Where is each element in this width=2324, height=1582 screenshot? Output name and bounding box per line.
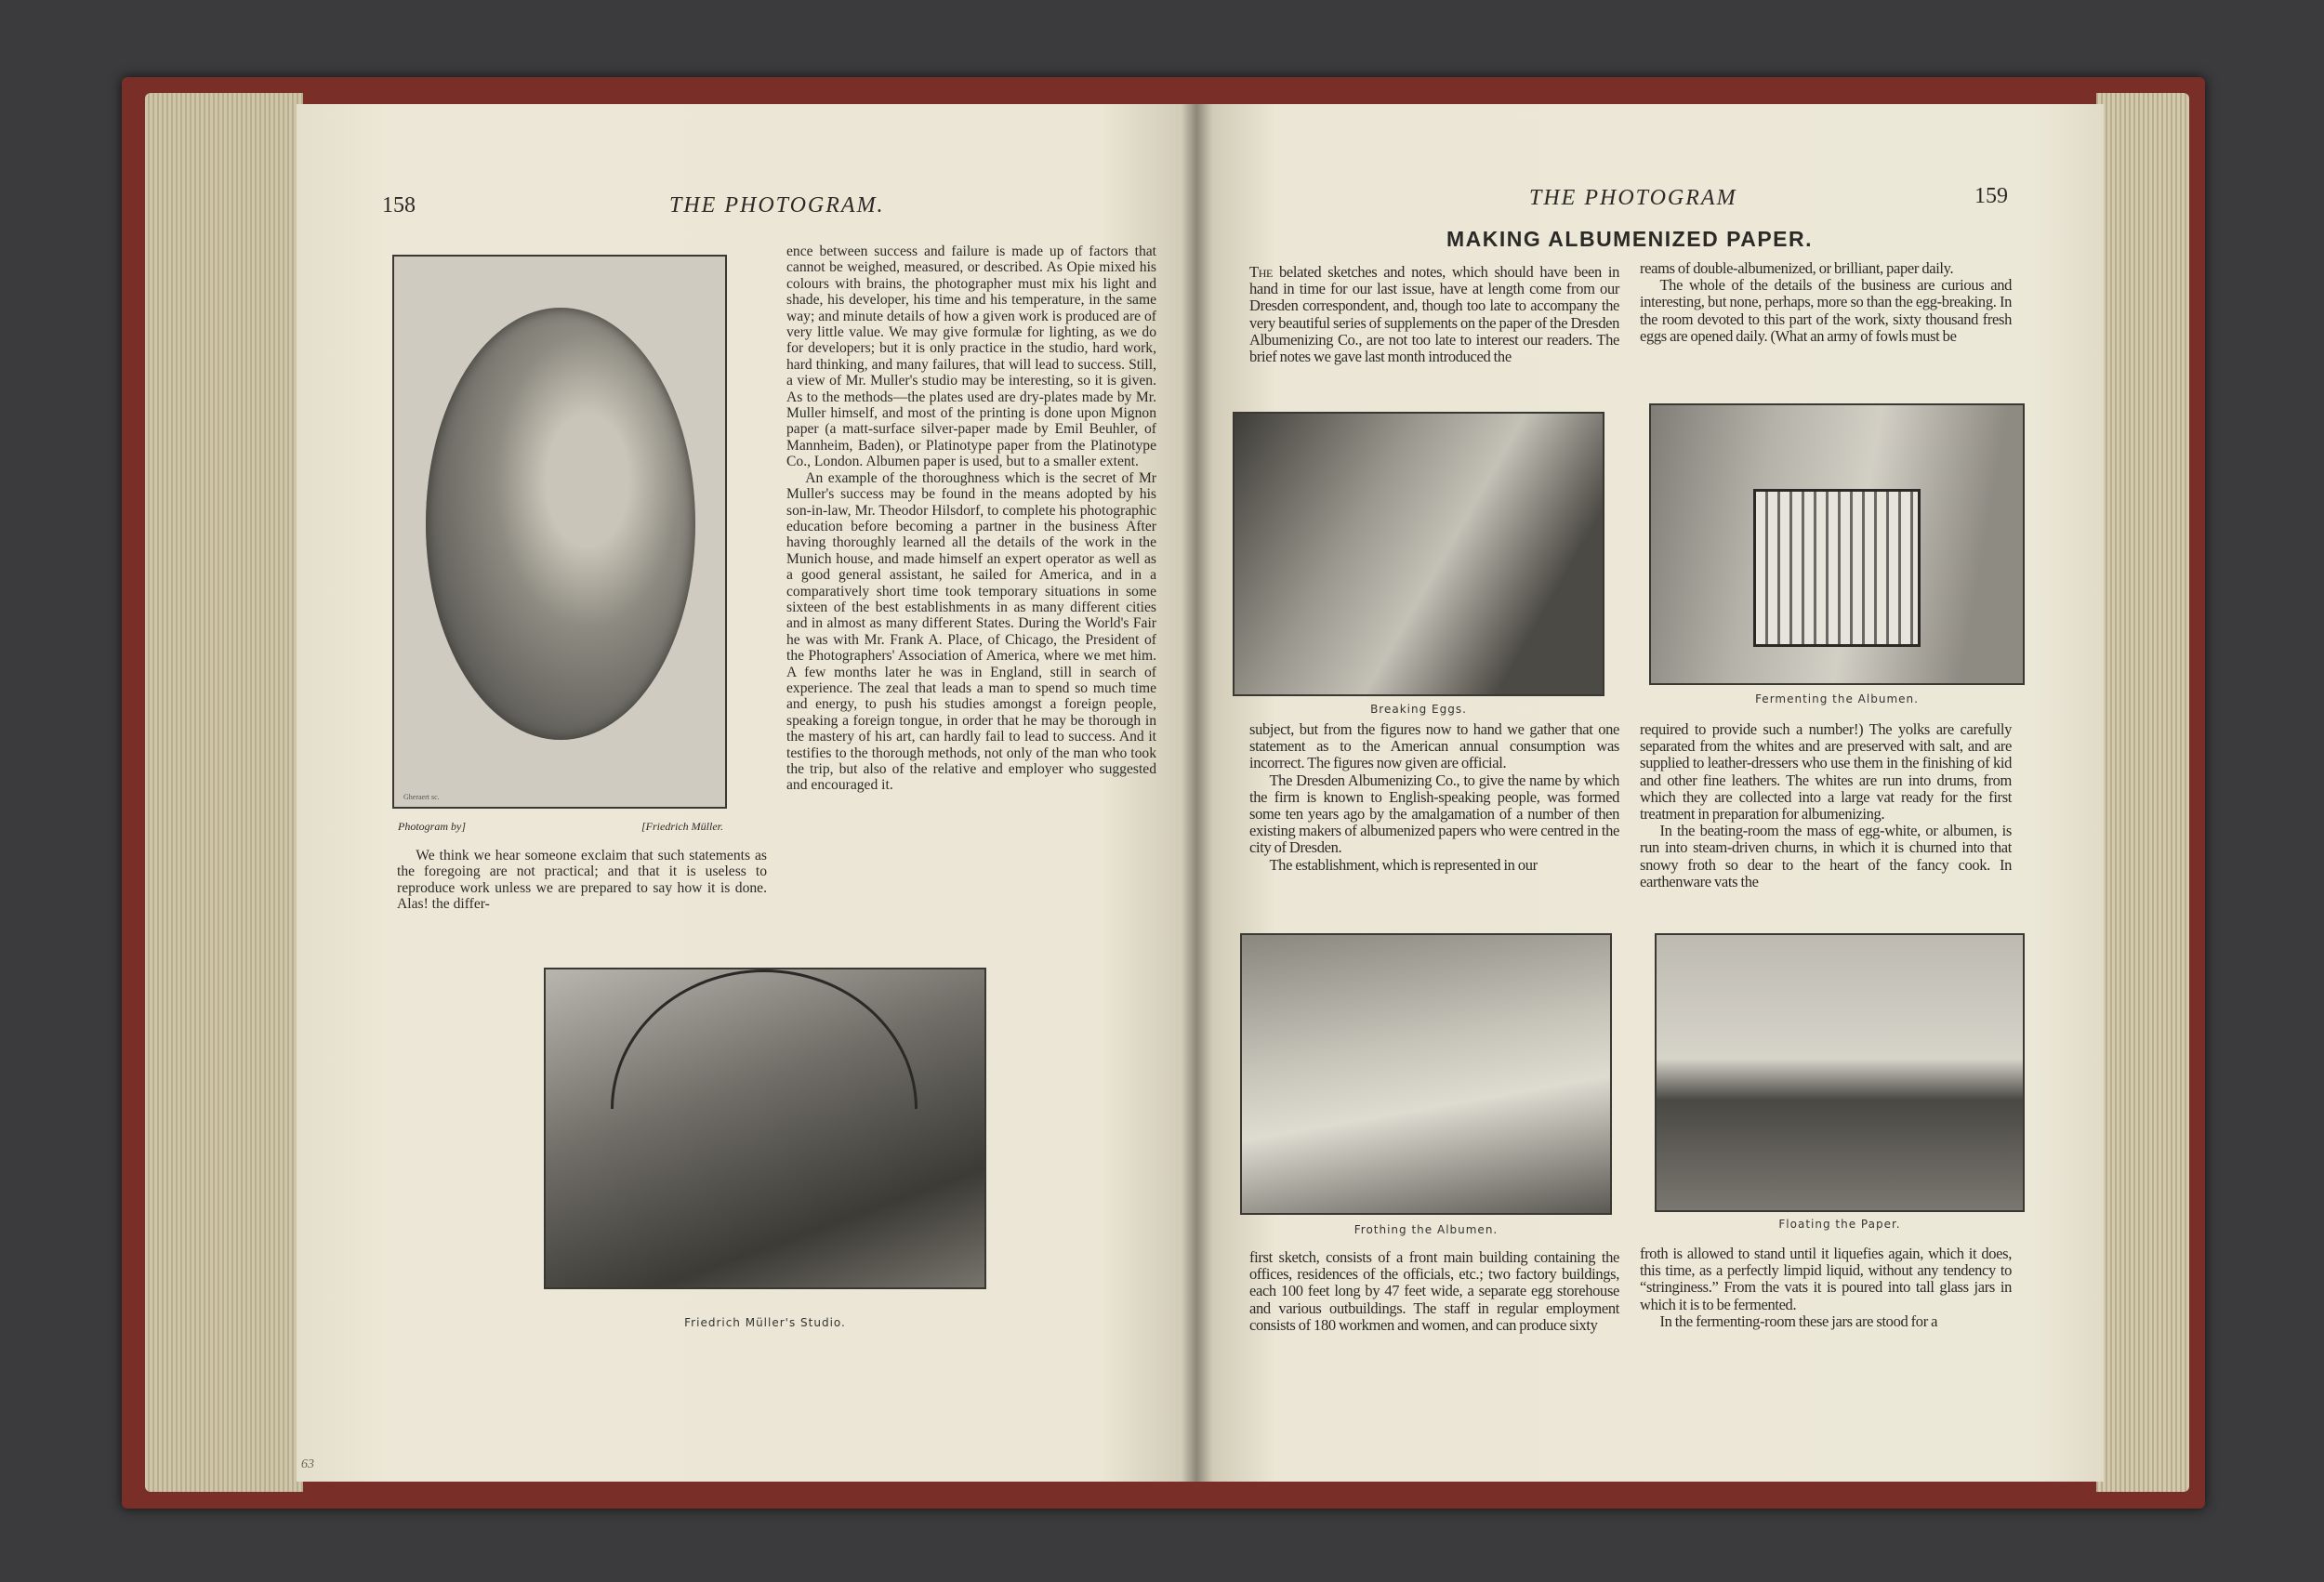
left-col2-text — [786, 244, 1156, 794]
running-head-right: THE PHOTOGRAM — [1529, 186, 1737, 210]
portrait-oval — [426, 308, 695, 740]
right-bot-col1 — [1249, 1249, 1619, 1334]
paragraph: The Dresden Albumenizing Co., to give the name by which the firm is known to English-speaking people, was formed some ten years ago by the amalgamation of a number of then existing makers of albumenized papers who were centred in the city of Dresden. — [1249, 771, 1619, 857]
studio-arch — [611, 969, 918, 1109]
paragraph: froth is allowed to stand until it liquefies again, which it does, this time, as a perfectly limpid liquid, without any tendency to “stringiness.” From the vats it is poured into tall glass jars in which it is to be fermented. — [1640, 1245, 2012, 1313]
caption-floating: Floating the Paper. — [1778, 1218, 1901, 1231]
paragraph: In the beating-room the mass of egg-white, or albumen, is run into steam-driven churns, in which it is churned into that snowy froth so dear to the heart of the fancy cook. In earthenware vats the — [1640, 822, 2012, 890]
paragraph: The establishment, which is represented in our — [1269, 855, 1538, 874]
caption-fermenting: Fermenting the Albumen. — [1755, 692, 1919, 705]
paragraph: We think we hear someone exclaim that such statements as the foregoing are not practical; and that it is useless to reproduce work unless we are prepared to say how it is done. Alas! the differ- — [397, 848, 767, 913]
right-top-col1 — [1249, 264, 1619, 365]
page-edges-right — [2096, 93, 2189, 1492]
caption-credit-left: Photogram by] — [398, 820, 466, 833]
right-top-col2 — [1640, 260, 2012, 345]
paragraph: subject, but from the figures now to hand we gather that one statement as to the American annual consumption was incorrect. The figures now given are official. — [1249, 720, 1619, 772]
caption-breaking-eggs: Breaking Eggs. — [1370, 703, 1467, 716]
pencil-mark: 63 — [301, 1457, 314, 1471]
drop-word: The — [1249, 263, 1274, 281]
studio-caption: Friedrich Müller's Studio. — [684, 1316, 846, 1329]
page-number-left: 158 — [382, 193, 416, 218]
right-mid-col2 — [1640, 721, 2012, 890]
caption-credit-right: [Friedrich Müller. — [641, 820, 723, 833]
page-number-right: 159 — [1974, 184, 2008, 208]
engraver-credit: Gheraert sc. — [403, 793, 440, 801]
left-col1-text — [397, 848, 767, 913]
page-edges-left — [145, 93, 303, 1492]
book-gutter — [1181, 104, 1212, 1482]
article-title: MAKING ALBUMENIZED PAPER. — [1446, 227, 1813, 251]
paragraph: The whole of the details of the business are curious and interesting, but none, perhaps, more so than the egg-breaking. In the room devoted to this part of the work, sixty thousand fresh eggs are opened daily. (What an army of fowls must be — [1640, 276, 2012, 345]
paragraph: belated sketches and notes, which should have been in hand in time for our last issue, have at length come from our Dresden correspondent, and, though too late to accompany the very beautiful series of supplements on the paper of the Dresden Albumenizing Co., are not too late to interest our readers. The brief notes we gave last month introduced the — [1249, 263, 1619, 366]
right-bot-col2 — [1640, 1246, 2012, 1330]
portrait-caption — [398, 820, 723, 834]
paragraph: ence between success and failure is made up of factors that cannot be weighed, measured, or described. As Opie mixed his colours with brains, the photographer must mix his light and shade, his developer, his time and his temperature, in the same way; and minute details of how a given work is produced are of very little value. We may give formulæ for lighting, as we do for developers; but it is only practice in the studio, hard work, hard thinking, and many failures, that will lead to success. Still, a view of Mr. Muller's studio may be interesting, so it is given. As to the methods—the plates used are dry-plates made by Mr. Muller himself, and most of the printing is done upon Mignon paper (a matt-surface silver-paper made by Emil Beuhler, of Mannheim, Baden), or Platinotype paper from the Platinotype Co., London. Albumen paper is used, but to a smaller extent. — [786, 244, 1156, 470]
frothing-photo — [1240, 933, 1612, 1215]
breaking-eggs-photo — [1233, 412, 1604, 696]
caption-frothing: Frothing the Albumen. — [1353, 1223, 1499, 1236]
fermenting-photo — [1649, 403, 2025, 685]
floating-photo — [1655, 933, 2025, 1212]
right-mid-col1 — [1249, 721, 1619, 874]
running-head-left: THE PHOTOGRAM. — [669, 193, 885, 218]
portrait-photo — [392, 255, 727, 809]
jar-shelf — [1753, 489, 1921, 647]
paragraph: In the fermenting-room these jars are stood for a — [1659, 1312, 1938, 1330]
studio-photo — [544, 968, 986, 1289]
paragraph: first sketch, consists of a front main building containing the offices, residences of the officials, etc.; two factory buildings, each 100 feet long by 47 feet wide, a separate egg storehouse and various outbuildings. The staff in regular employment consists of 180 workmen and women, and can produce sixty — [1249, 1248, 1619, 1334]
paragraph: An example of the thoroughness which is the secret of Mr Muller's success may be found in the means adopted by his son-in-law, Mr. Theodor Hilsdorf, to complete his photographic education before becoming a partner in the business After having thoroughly learned all the details of the work in the Munich house, and made himself an expert operator as well as a good general assistant, he sailed for America, and in a comparatively short time took temporary situations in some sixteen of the best establishments in as many different cities and in almost as many different States. During the World's Fair he was with Mr. Frank A. Place, of Chicago, the President of the Photographers' Association of America, where we met him. A few months later he was in England, still in search of experience. The zeal that leads a man to spend so much time and energy, to push his studies amongst a foreign people, speaking a foreign tongue, in order that he may be thorough in the mastery of his art, can hardly fail to lead to success. And it testifies to the thorough methods, not only of the man who took the trip, but also of the relative and employer who suggested and encouraged it. — [786, 469, 1156, 794]
paragraph: reams of double-albumenized, or brilliant, paper daily. — [1640, 259, 1954, 277]
paragraph: required to provide such a number!) The yolks are carefully separated from the whites and are preserved with salt, and are supplied to leather-dressers who use them in the finishing of kid and other fine leathers. The whites are run into drums, from which they are collected into a large vat ready for the first treatment in preparation for albumenizing. — [1640, 720, 2012, 824]
